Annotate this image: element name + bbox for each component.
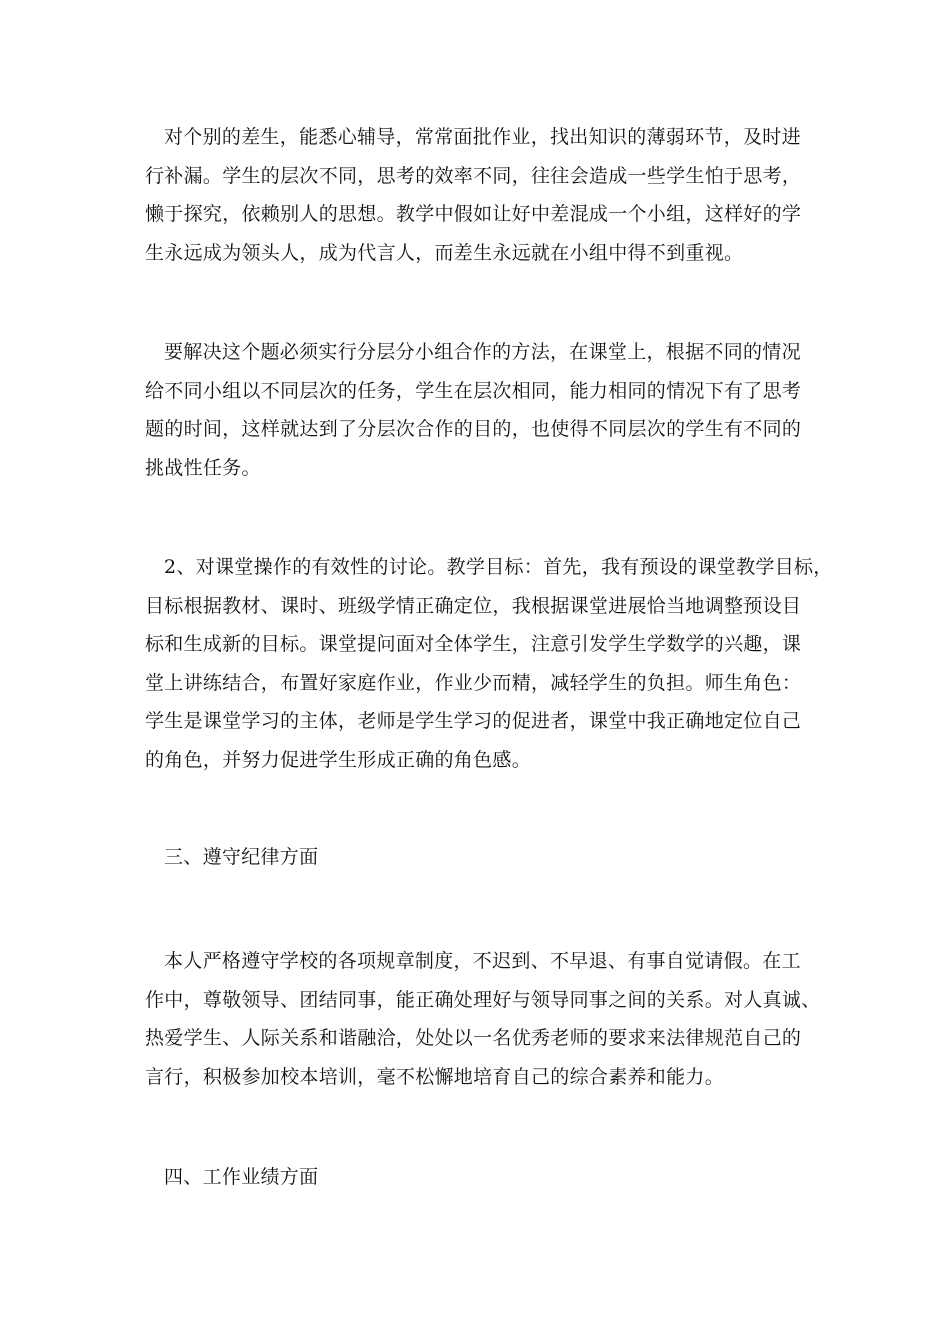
text-line: 行补漏。学生的层次不同，思考的效率不同，往往会造成一些学生怕于思考， [145, 164, 802, 187]
paragraph-discipline [145, 942, 821, 1096]
text-line: 标和生成新的目标。课堂提问面对全体学生，注意引发学生学数学的兴趣，课 [145, 633, 802, 655]
paragraph-remedial-tutoring [145, 118, 810, 272]
paragraph-classroom-effectiveness [145, 548, 833, 779]
text-line: 挑战性任务。 [145, 456, 261, 479]
text-line: 对个别的差生，能悉心辅导，常常面批作业，找出知识的薄弱环节，及时进 [164, 126, 801, 148]
section-heading-discipline: 三、遵守纪律方面 [164, 846, 319, 868]
text-line: 学生是课堂学习的主体，老师是学生学习的促进者，课堂中我正确地定位自己 [145, 710, 802, 732]
text-line: 题的时间，这样就达到了分层次合作的目的，也使得不同层次的学生有不同的 [145, 418, 802, 440]
text-line: 目标根据教材、课时、班级学情正确定位，我根据课堂进展恰当地调整预设目 [145, 594, 802, 617]
paragraph-group-cooperation [145, 333, 810, 487]
text-line: 2、对课堂操作的有效性的讨论。教学目标：首先，我有预设的课堂教学目标， [164, 556, 833, 578]
text-line: 懒于探究，依赖别人的思想。教学中假如让好中差混成一个小组，这样好的学 [145, 203, 802, 225]
text-line: 的角色，并努力促进学生形成正确的角色感。 [145, 748, 532, 771]
text-line: 给不同小组以不同层次的任务，学生在层次相同，能力相同的情况下有了思考 [145, 379, 802, 402]
text-line: 要解决这个题必须实行分层分小组合作的方法，在课堂上，根据不同的情况 [164, 341, 801, 363]
section-heading-achievements: 四、工作业绩方面 [164, 1166, 319, 1188]
text-line: 作中，尊敬领导、团结同事，能正确处理好与领导同事之间的关系。对人真诚、 [145, 988, 821, 1011]
text-line: 堂上讲练结合，布置好家庭作业，作业少而精，减轻学生的负担。师生角色： [145, 671, 802, 694]
text-line: 言行，积极参加校本培训，毫不松懈地培育自己的综合素养和能力。 [145, 1065, 725, 1088]
text-line: 本人严格遵守学校的各项规章制度，不迟到、不早退、有事自觉请假。在工 [164, 950, 801, 972]
text-line: 生永远成为领头人，成为代言人，而差生永远就在小组中得不到重视。 [145, 241, 744, 264]
text-line: 热爱学生、人际关系和谐融洽，处处以一名优秀老师的要求来法律规范自己的 [145, 1027, 802, 1049]
